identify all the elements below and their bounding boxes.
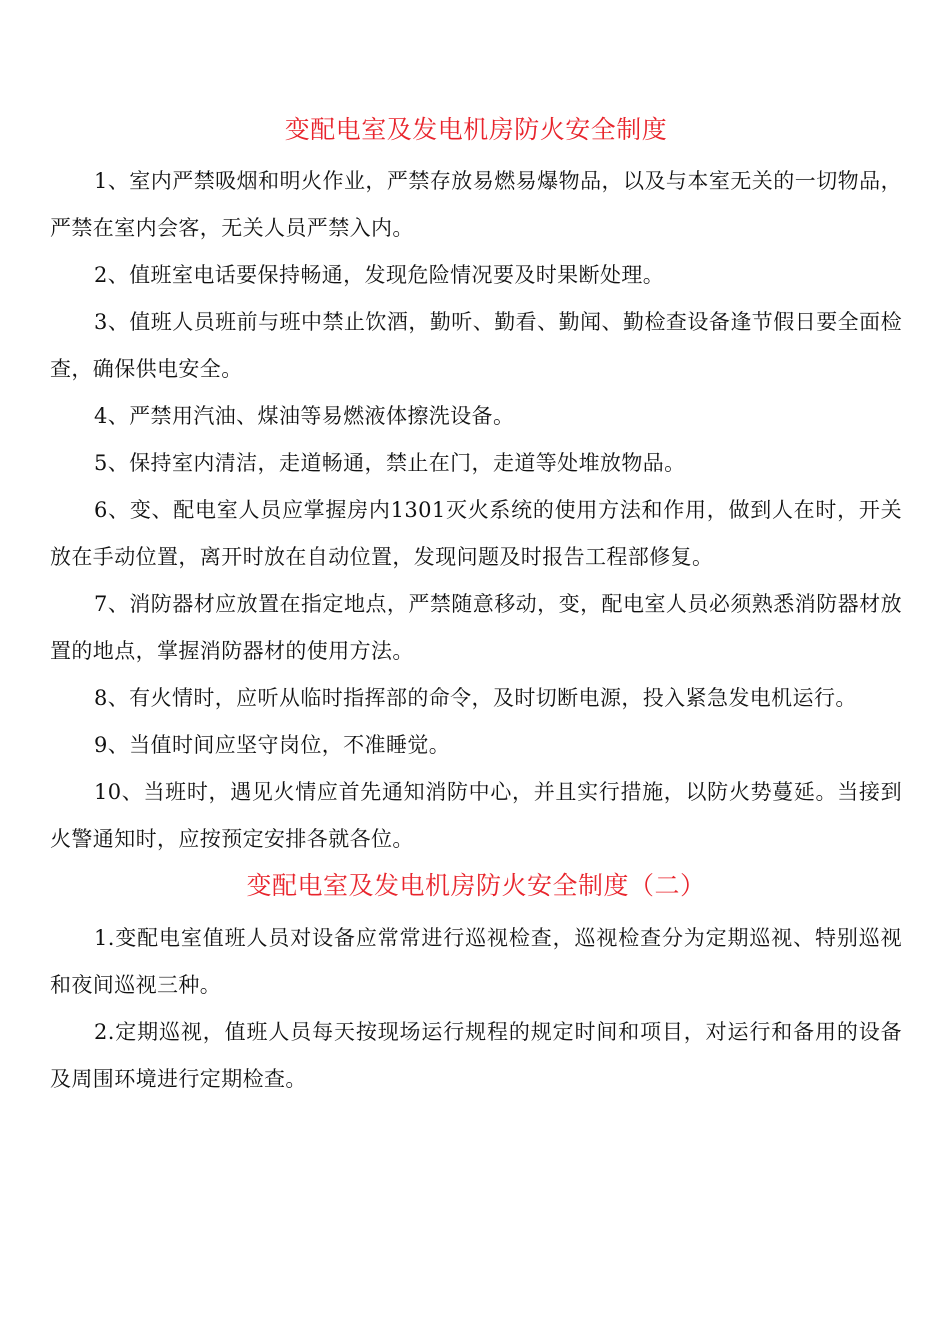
section-1-paragraph-2: 2、值班室电话要保持畅通，发现危险情况要及时果断处理。 <box>94 263 665 287</box>
section-2-paragraph-1: 1.变配电室值班人员对设备应常常进行巡视检查，巡视检查分为定期巡视、特别巡视和夜间巡视三种。 <box>50 926 902 997</box>
section-1-paragraph-7: 7、消防器材应放置在指定地点，严禁随意移动，变，配电室人员必须熟悉消防器材放置的地点，掌握消防器材的使用方法。 <box>50 592 902 663</box>
section-1-title: 变配电室及发电机房防火安全制度 <box>284 115 668 144</box>
section-1-paragraph-8: 8、有火情时，应听从临时指挥部的命令，及时切断电源，投入紧急发电机运行。 <box>94 686 857 710</box>
section-1-paragraph-10: 10、当班时，遇见火情应首先通知消防中心，并且实行措施，以防火势蔓延。当接到火警通知时，应按预定安排各就各位。 <box>50 780 902 851</box>
section-2-paragraph-2: 2.定期巡视，值班人员每天按现场运行规程的规定时间和项目，对运行和备用的设备及周围环境进行定期检查。 <box>50 1020 902 1091</box>
document-page <box>50 0 902 1103</box>
section-1-paragraph-6: 6、变、配电室人员应掌握房内1301灭火系统的使用方法和作用，做到人在时，开关放在手动位置，离开时放在自动位置，发现问题及时报告工程部修复。 <box>50 498 902 569</box>
section-1-paragraph-5: 5、保持室内清洁，走道畅通，禁止在门，走道等处堆放物品。 <box>94 451 686 475</box>
section-2-title: 变配电室及发电机房防火安全制度（二） <box>246 871 706 900</box>
section-1-paragraph-9: 9、当值时间应坚守岗位，不准睡觉。 <box>94 733 451 757</box>
section-1-paragraph-1: 1、室内严禁吸烟和明火作业，严禁存放易燃易爆物品，以及与本室无关的一切物品，严禁在室内会客，无关人员严禁入内。 <box>50 169 902 240</box>
section-1-paragraph-3: 3、值班人员班前与班中禁止饮酒，勤听、勤看、勤闻、勤检查设备逢节假日要全面检查，确保供电安全。 <box>50 310 902 381</box>
section-1-paragraph-4: 4、严禁用汽油、煤油等易燃液体擦洗设备。 <box>94 404 515 428</box>
